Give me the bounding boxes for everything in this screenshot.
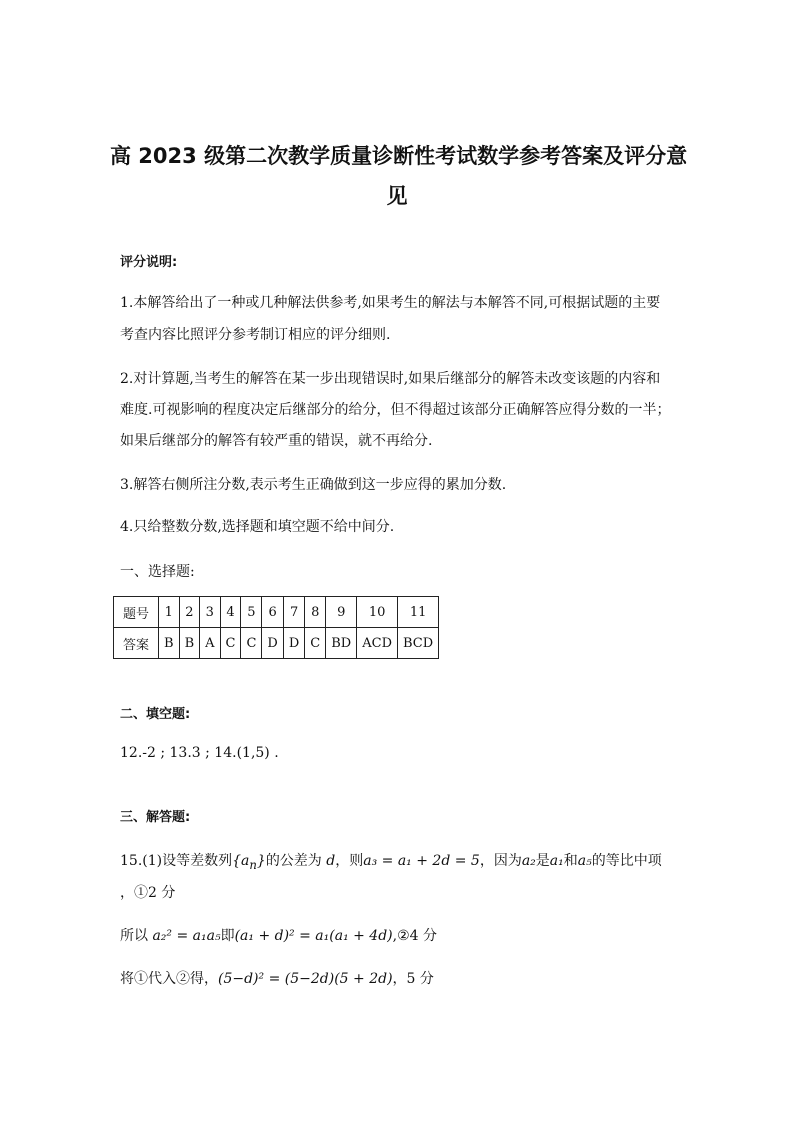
answer-cell: C [220,628,241,659]
q15-line2: ，①2 分 [120,885,176,901]
section3-heading: 三、解答题: [120,810,191,825]
question-number: 3 [200,597,220,628]
question-number: 9 [326,597,357,628]
equation: (5−d)² = (5−2d)(5 + 2d) [218,971,393,987]
question-number: 10 [357,597,398,628]
q15-intro: 15.(1)设等差数列 [120,853,233,869]
table-row-label: 答案 [114,628,159,659]
section1-heading: 一、选择题: [120,564,195,580]
question-number: 7 [283,597,304,628]
answer-cell: B [159,628,180,659]
section2-heading: 二、填空题: [120,707,191,722]
term-symbol: a₅ [577,853,592,869]
q15-text: ，因为 [479,853,522,869]
scoring-note-2-line1: 2.对计算题,当考生的解答在某一步出现错误时,如果后继部分的解答未改变该题的内容和 [120,371,661,387]
equation: (a₁ + d)² = a₁(a₁ + 4d) [234,928,393,944]
scoring-note-3: 3.解答右侧所注分数,表示考生正确做到这一步应得的累加分数. [120,477,507,493]
question-number: 4 [220,597,241,628]
scoring-notes-heading: 评分说明: [120,255,178,270]
q15-text: 是 [535,853,550,869]
answer-cell: B [179,628,200,659]
term-symbol: a₂ [521,853,536,869]
answer-cell: C [305,628,326,659]
answer-table [113,596,439,659]
fill-in-answers: 12.-2 ; 13.3 ; 14.(1,5) . [120,745,279,761]
table-row-label: 题号 [114,597,159,628]
answer-cell: A [200,628,220,659]
q15-text: ，5 分 [392,971,434,987]
scoring-note-4: 4.只给整数分数,选择题和填空题不给中间分. [120,519,395,535]
document-title-line1: 高 2023 级第二次教学质量诊断性考试数学参考答案及评分意 [110,144,688,168]
question-number: 5 [241,597,262,628]
sequence-symbol: $\{a_n\}$ [232,853,266,872]
equation: a₂² = a₁a₅ [152,928,221,944]
equation: a₃ = a₁ + 2d = 5 [363,853,480,869]
answer-cell: C [241,628,262,659]
scoring-note-1-line1: 1.本解答给出了一种或几种解法供参考,如果考生的解法与本解答不同,可根据试题的主要 [120,295,661,311]
answer-cell: BD [326,628,357,659]
answer-cell: BCD [398,628,439,659]
q15-line4 [120,968,434,988]
q15-text: 所以 [120,928,148,944]
question-number: 11 [398,597,439,628]
scoring-note-1-line2: 考查内容比照评分参考制订相应的评分细则. [120,327,391,343]
answer-cell: D [262,628,283,659]
question-number: 2 [179,597,200,628]
q15-text: ,②4 分 [392,928,437,944]
table-row [114,597,439,628]
question-number: 1 [159,597,180,628]
question-number: 8 [305,597,326,628]
answer-cell: D [283,628,304,659]
term-symbol: a₁ [549,853,564,869]
q15-text: 的等比中项 [591,853,662,869]
table-row [114,628,439,659]
document-title-line2: 见 [386,184,408,208]
q15-text: 的公差为 [265,853,322,869]
q15-text: 将①代入②得， [120,971,218,987]
q15-line1 [120,850,662,872]
q15-text: 即 [220,928,235,944]
q15-text: ，则 [335,853,364,869]
question-number: 6 [262,597,283,628]
scoring-note-2-line3: 如果后继部分的解答有较严重的错误，就不再给分. [120,433,433,449]
answer-cell: ACD [357,628,398,659]
common-difference-symbol: d [326,853,336,869]
q15-text: 和 [563,853,578,869]
scoring-note-2-line2: 难度.可视影响的程度决定后继部分的给分，但不得超过该部分正确解答应得分数的一半； [120,402,671,418]
q15-line3 [120,925,437,945]
